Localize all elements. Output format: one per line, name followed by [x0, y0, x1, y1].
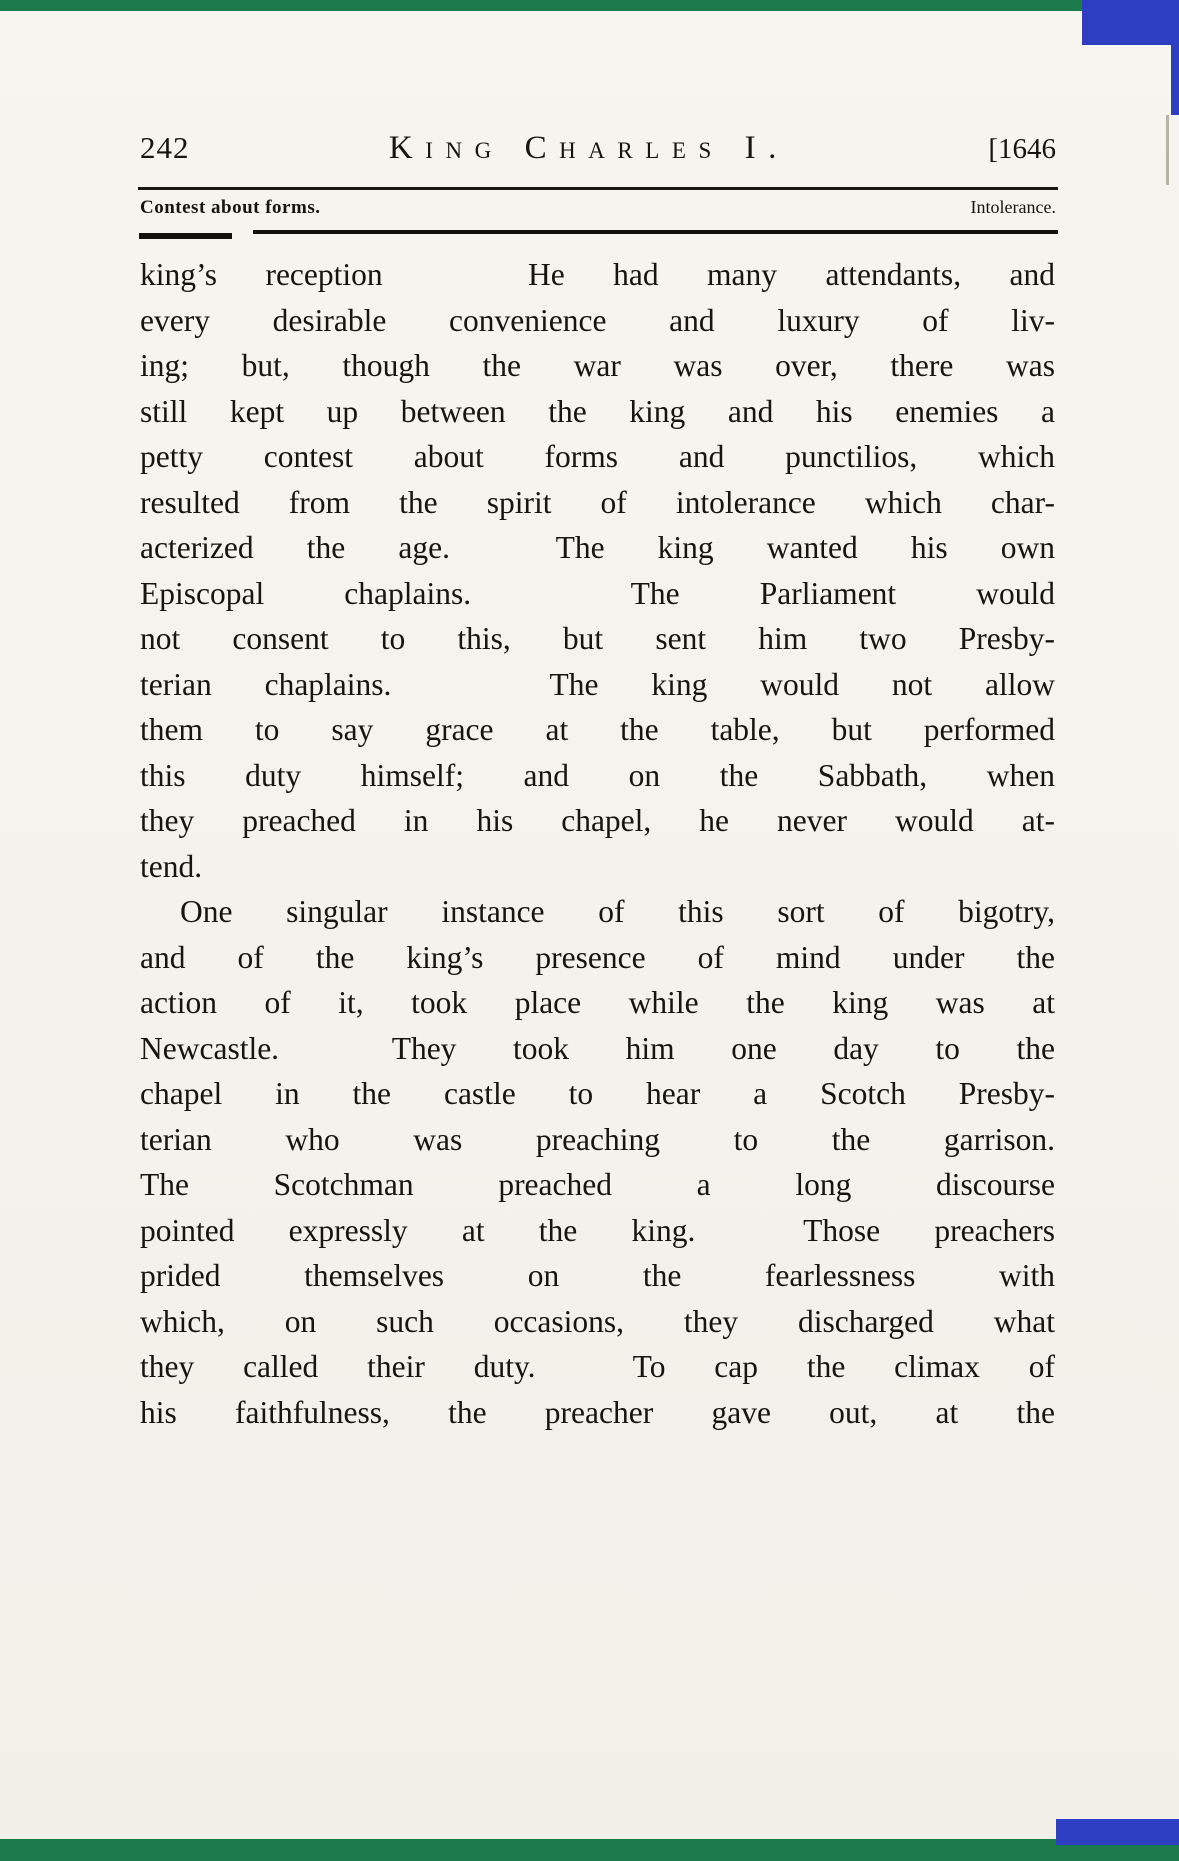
text-line: every desirable convenience and luxury of liv- — [140, 302, 1055, 338]
text-line: Episcopal chaplains. The Parliament would — [140, 575, 1055, 611]
page-header — [140, 130, 1056, 167]
text-line: acterized the age. The king wanted his own — [140, 530, 1055, 565]
text-line: ing; but, though the war was over, there was — [140, 348, 1055, 383]
text-line: terian chaplains. The king would not allow — [140, 666, 1055, 702]
text-line: pointed expressly at the king. Those preachers — [140, 1212, 1055, 1248]
text-line: prided themselves on the fearlessness with — [140, 1258, 1055, 1293]
page-number: 242 — [140, 130, 190, 165]
text-line: king’s reception He had many attendants, and — [140, 257, 1055, 292]
scan-edge-right-blue-strip — [1171, 45, 1179, 115]
text-line: they called their duty. To cap the climax of — [140, 1349, 1055, 1384]
running-head-left: Contest about forms. — [140, 197, 321, 218]
scan-edge-right-shadow — [1166, 115, 1169, 185]
text-line: and of the king’s presence of mind under the — [140, 939, 1055, 975]
text-line: not consent to this, but sent him two Presby- — [140, 621, 1055, 656]
margin-date: [1646 — [988, 133, 1056, 165]
text-line: terian who was preaching to the garrison. — [140, 1121, 1055, 1157]
scan-edge-top — [0, 0, 1179, 11]
running-head-right: Intolerance. — [970, 197, 1056, 217]
text-line: action of it, took place while the king was at — [140, 985, 1055, 1020]
running-heads — [140, 197, 1056, 219]
subheader-rule-short — [139, 233, 232, 239]
scan-edge-top-right-blue — [1082, 0, 1179, 45]
subheader-rule-long — [253, 230, 1058, 234]
chapter-title: King Charles I. — [388, 130, 789, 166]
text-line: resulted from the spirit of intolerance which char- — [140, 484, 1055, 520]
text-line: The Scotchman preached a long discourse — [140, 1167, 1055, 1202]
text-line: still kept up between the king and his enemies a — [140, 393, 1055, 429]
text-line: chapel in the castle to hear a Scotch Presby- — [140, 1076, 1055, 1111]
text-line: his faithfulness, the preacher gave out, at the — [140, 1394, 1055, 1430]
text-line: they preached in his chapel, he never would at- — [140, 803, 1055, 838]
scan-edge-bottom-right-blue — [1056, 1819, 1179, 1845]
text-line: Newcastle. They took him one day to the — [140, 1030, 1055, 1066]
text-line: petty contest about forms and punctilios, which — [140, 439, 1055, 474]
text-line: this duty himself; and on the Sabbath, when — [140, 757, 1055, 793]
text-line: which, on such occasions, they discharged what — [140, 1303, 1055, 1339]
body-text — [140, 252, 1055, 1435]
text-line: tend. — [140, 848, 203, 884]
scan-edge-bottom — [0, 1839, 1179, 1861]
text-line: them to say grace at the table, but performed — [140, 712, 1055, 747]
text-line: One singular instance of this sort of bigotry, — [180, 894, 1055, 929]
header-rule — [138, 187, 1058, 190]
